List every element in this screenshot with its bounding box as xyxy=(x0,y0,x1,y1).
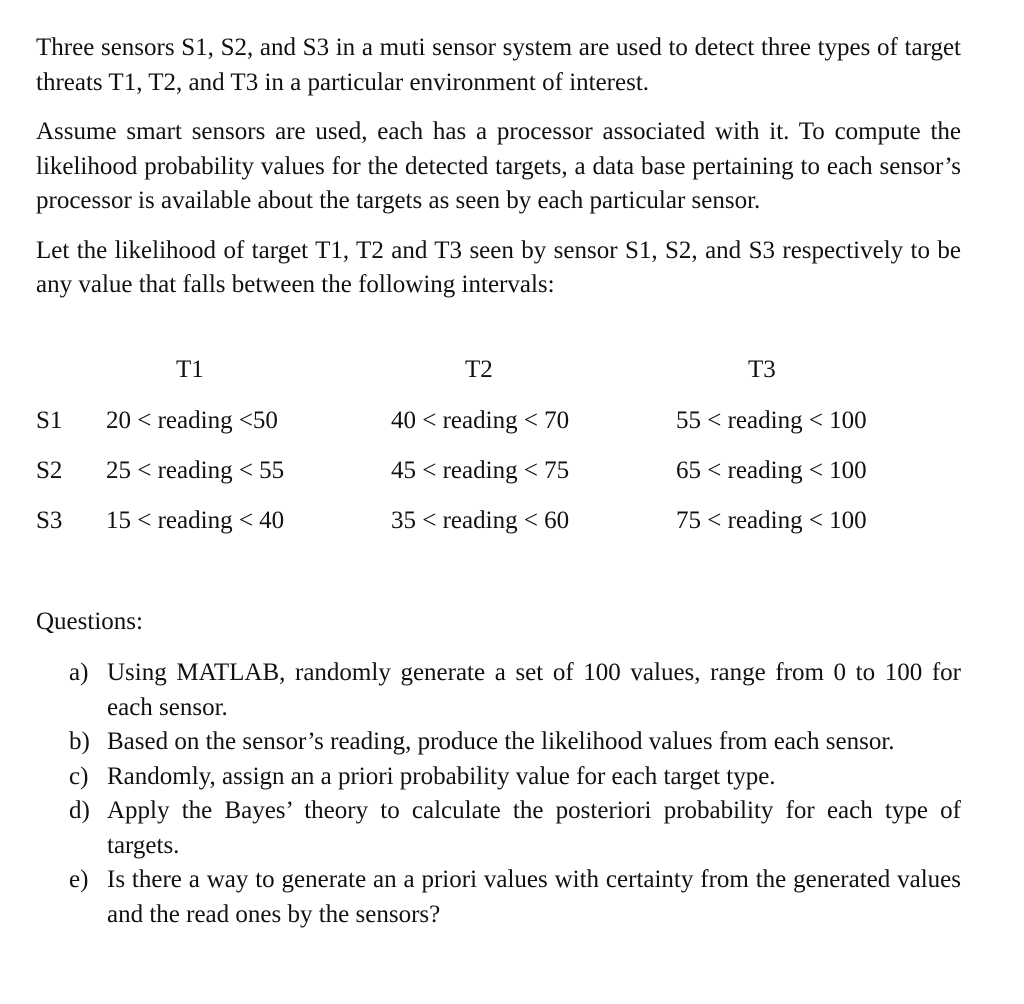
question-text: Using MATLAB, randomly generate a set of 100 values, range from 0 to 100 for each sensor. xyxy=(107,659,961,721)
questions-heading: Questions: xyxy=(36,608,143,635)
question-item xyxy=(36,725,961,760)
question-item xyxy=(36,863,961,932)
row-label-s1: S1 xyxy=(36,407,63,434)
question-marker: b) xyxy=(69,728,90,755)
row-label-s2: S2 xyxy=(36,457,63,484)
document-page xyxy=(36,31,961,928)
questions-list xyxy=(36,656,961,932)
question-text: Apply the Bayes’ theory to calculate the posteriori probability for each type of targets. xyxy=(107,797,961,859)
question-marker: a) xyxy=(69,659,89,686)
question-item xyxy=(36,760,961,795)
column-header-t1: T1 xyxy=(176,356,204,383)
table-cell: 15 < reading < 40 xyxy=(106,507,285,534)
question-marker: e) xyxy=(69,866,89,893)
table-cell: 55 < reading < 100 xyxy=(676,407,867,434)
column-header-t2: T2 xyxy=(465,356,493,383)
column-header-t3: T3 xyxy=(748,356,776,383)
intro-paragraph-2: Assume smart sensors are used, each has a processor associated with it. To compute the likelihood probability values for the detected targets, a data base pertaining to each sensor’s processor is available about the targets as seen by each particular sensor. xyxy=(36,118,961,214)
row-label-s3: S3 xyxy=(36,507,63,534)
intro-paragraph-1: Three sensors S1, S2, and S3 in a muti sensor system are used to detect three types of target threats T1, T2, and T3 in a particular environment of interest. xyxy=(36,34,961,96)
question-text: Randomly, assign an a priori probability value for each target type. xyxy=(107,762,776,790)
question-item xyxy=(36,656,961,725)
question-marker: d) xyxy=(69,797,90,824)
table-cell: 35 < reading < 60 xyxy=(391,507,570,534)
likelihood-interval-table xyxy=(36,353,961,533)
table-cell: 25 < reading < 55 xyxy=(106,457,285,484)
table-cell: 40 < reading < 70 xyxy=(391,407,570,434)
table-cell: 65 < reading < 100 xyxy=(676,457,867,484)
table-cell: 75 < reading < 100 xyxy=(676,507,867,534)
intro-paragraph-3: Let the likelihood of target T1, T2 and T3 seen by sensor S1, S2, and S3 respectively to be any value that falls between the following intervals: xyxy=(36,236,961,298)
question-text: Is there a way to generate an a priori values with certainty from the generated values and the read ones by the sensors? xyxy=(107,866,961,928)
question-marker: c) xyxy=(69,762,89,790)
table-cell: 45 < reading < 75 xyxy=(391,457,570,484)
question-item xyxy=(36,794,961,863)
question-text: Based on the sensor’s reading, produce the likelihood values from each sensor. xyxy=(107,728,895,755)
table-cell: 20 < reading <50 xyxy=(106,407,278,434)
